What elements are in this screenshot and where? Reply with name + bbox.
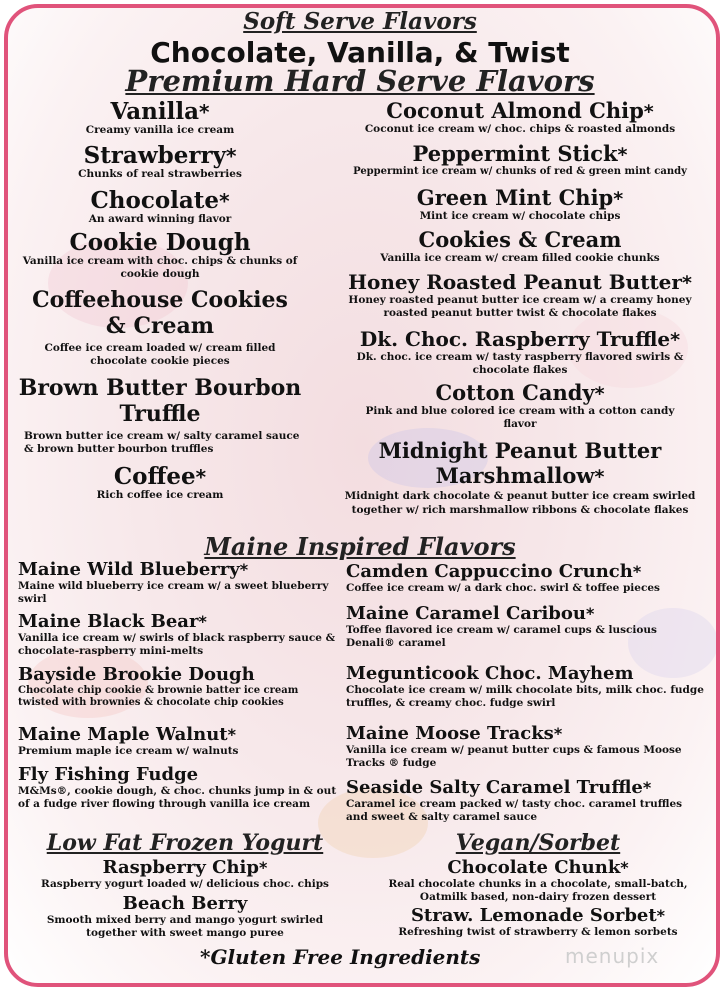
flavor-description: Chocolate chip cookie & brownie batter ice cream twisted with brownies & chocolate chip cookies	[18, 684, 299, 709]
maine-title: Maine Inspired Flavors	[204, 532, 516, 561]
flavor-item	[10, 100, 310, 144]
gluten-free-asterisk: *	[656, 906, 666, 926]
gluten-free-asterisk: *	[632, 562, 642, 581]
gluten-free-asterisk: *	[643, 101, 654, 123]
flavor-description: Premium maple ice cream w/ walnuts	[18, 744, 239, 757]
flavor-name: Cookies & Cream	[418, 227, 622, 252]
flavor-name: Cotton Candy	[435, 380, 595, 405]
flavor-item	[18, 560, 340, 612]
flavor-name: Maine Moose Tracks	[346, 723, 554, 744]
flavor-item	[370, 858, 706, 904]
flavor-name: Raspberry Chip	[102, 857, 259, 878]
flavor-description: Maine wild blueberry ice cream w/ a sweet blueberry swirl	[18, 579, 329, 606]
premium-left-column	[10, 100, 310, 502]
flavor-description: Vanilla ice cream w/ swirls of black raspberry sauce & chocolate-raspberry mini-melts	[18, 631, 336, 658]
flavor-description: Caramel ice cream packed w/ tasty choc. caramel truffles and sweet & salty caramel sauce	[346, 797, 683, 824]
flavor-name: Vanilla	[110, 98, 199, 125]
maine-right-column	[346, 562, 704, 824]
flavor-item	[18, 612, 340, 665]
flavor-item	[10, 231, 310, 287]
gluten-free-asterisk: *	[258, 858, 268, 877]
flavor-item	[370, 906, 706, 939]
flavor-name: Coffee	[113, 463, 196, 490]
gluten-free-asterisk: *	[681, 272, 692, 294]
flavor-description: Coconut ice cream w/ choc. chips & roasted almonds	[364, 123, 676, 135]
flavor-description: Peppermint ice cream w/ chunks of red & green mint candy	[353, 166, 687, 177]
flavor-description: Honey roasted peanut butter ice cream w/ a creamy honey roasted peanut butter twist & chocolate flakes	[348, 294, 692, 320]
flavor-item	[328, 229, 712, 272]
gluten-free-asterisk: *	[195, 465, 207, 489]
flavor-description: Refreshing twist of strawberry & lemon sorbets	[398, 926, 678, 939]
gluten-free-asterisk: *	[198, 612, 207, 631]
flavor-name: Coconut Almond Chip	[386, 98, 644, 123]
flavor-item	[328, 329, 712, 382]
flavor-item	[328, 143, 712, 187]
gluten-free-asterisk: *	[227, 725, 236, 744]
flavor-item	[328, 382, 712, 438]
vegan-title: Vegan/Sorbet	[455, 830, 621, 856]
flavor-description: Coffee ice cream loaded w/ cream filled chocolate cookie pieces	[44, 341, 276, 367]
flavor-item	[10, 189, 310, 231]
flavor-item	[328, 187, 712, 229]
yogurt-title: Low Fat Frozen Yogurt	[46, 830, 324, 856]
gluten-free-asterisk: *	[225, 144, 237, 168]
flavor-item	[328, 438, 712, 517]
flavor-item	[10, 144, 310, 189]
flavor-description: Toffee flavored ice cream w/ caramel cups & luscious Denali® caramel	[346, 623, 657, 650]
maine-left-column	[18, 560, 340, 811]
flavor-item	[328, 100, 712, 143]
gluten-free-asterisk: *	[620, 858, 629, 877]
gluten-free-asterisk: *	[617, 144, 628, 166]
flavor-description: Rich coffee ice cream	[96, 489, 224, 502]
flavor-description: Vanilla ice cream w/ cream filled cookie chunks	[380, 252, 660, 264]
flavor-item	[346, 724, 704, 778]
gluten-free-asterisk: *	[594, 466, 605, 489]
flavor-description: M&Ms®, cookie dough, & choc. chunks jump in & out of a fudge river flowing through vanilla ice cream	[18, 784, 337, 811]
flavor-name: Brown Butter Bourbon Truffle	[18, 375, 302, 428]
flavor-name: Honey Roasted Peanut Butter	[348, 270, 682, 294]
flavor-name: Chocolate	[90, 187, 220, 214]
flavor-item	[10, 894, 360, 940]
premium-title: Premium Hard Serve Flavors	[125, 64, 595, 98]
flavor-item	[346, 778, 704, 824]
flavor-name: Maine Caramel Caribou	[346, 603, 586, 624]
flavor-name: Megunticook Choc. Mayhem	[346, 663, 634, 684]
flavor-name: Cookie Dough	[69, 229, 251, 256]
flavor-name: Bayside Brookie Dough	[18, 664, 255, 685]
flavor-item	[10, 858, 360, 891]
flavor-name: Dk. Choc. Raspberry Truffle	[359, 327, 671, 351]
flavor-description: Midnight dark chocolate & peanut butter ice cream swirled together w/ rich marshmallow ribbons & chocolate flakes	[344, 490, 696, 516]
flavor-description: Chunks of real strawberries	[78, 168, 242, 181]
flavor-description: Vanilla ice cream with choc. chips & chunks of cookie dough	[22, 255, 298, 281]
gluten-free-asterisk: *	[553, 724, 563, 743]
flavor-item	[346, 604, 704, 664]
flavor-item	[10, 465, 310, 502]
flavor-item	[346, 664, 704, 724]
flavor-name: Straw. Lemonade Sorbet	[410, 905, 657, 927]
gluten-free-asterisk: *	[239, 560, 249, 579]
flavor-description: An award winning flavor	[88, 213, 232, 226]
flavor-name: Fly Fishing Fudge	[18, 764, 199, 785]
flavor-item	[10, 375, 310, 465]
gluten-free-asterisk: *	[219, 189, 230, 213]
flavor-description: Coffee ice cream w/ a dark choc. swirl & toffee pieces	[346, 581, 660, 594]
vegan-section	[370, 830, 706, 939]
gluten-free-asterisk: *	[642, 778, 652, 797]
gluten-free-asterisk: *	[585, 604, 595, 623]
flavor-item	[10, 287, 310, 375]
gluten-free-asterisk: *	[613, 188, 624, 210]
flavor-description: Chocolate ice cream w/ milk chocolate bits, milk choc. fudge truffles, & creamy choc. fudge swirl	[346, 683, 704, 710]
flavor-item	[328, 272, 712, 329]
flavor-description: Smooth mixed berry and mango yogurt swirled together with sweet mango puree	[46, 913, 324, 940]
gluten-free-note: *Gluten Free Ingredients	[200, 945, 481, 969]
flavor-description: Raspberry yogurt loaded w/ delicious choc. chips	[41, 877, 329, 890]
flavor-name: Beach Berry	[122, 893, 248, 915]
flavor-name: Maine Maple Walnut	[18, 724, 228, 745]
flavor-description: Creamy vanilla ice cream	[85, 124, 235, 137]
watermark: menupix	[565, 944, 660, 968]
flavor-name: Strawberry	[83, 142, 226, 169]
flavor-name: Maine Wild Blueberry	[18, 559, 240, 580]
premium-right-column	[328, 100, 712, 517]
flavor-name: Midnight Peanut Butter Marshmallow	[378, 438, 662, 489]
flavor-description: Dk. choc. ice cream w/ tasty raspberry flavored swirls & chocolate flakes	[356, 351, 684, 377]
flavor-name: Maine Black Bear	[18, 611, 199, 632]
flavor-item	[346, 562, 704, 604]
flavor-description: Brown butter ice cream w/ salty caramel sauce & brown butter bourbon truffles	[24, 429, 300, 455]
flavor-description: Mint ice cream w/ chocolate chips	[419, 210, 621, 222]
gluten-free-asterisk: *	[670, 329, 681, 351]
soft-serve-title: Soft Serve Flavors	[243, 8, 477, 35]
flavor-name: Coffeehouse Cookies & Cream	[32, 287, 288, 340]
gluten-free-asterisk: *	[594, 383, 605, 405]
flavor-item	[18, 725, 340, 765]
flavor-name: Peppermint Stick	[412, 141, 618, 166]
flavor-name: Green Mint Chip	[416, 185, 614, 210]
yogurt-section	[10, 830, 360, 940]
gluten-free-asterisk: *	[199, 100, 210, 124]
soft-serve-flavors: Chocolate, Vanilla, & Twist	[150, 36, 570, 69]
flavor-description: Vanilla ice cream w/ peanut butter cups & famous Moose Tracks ® fudge	[346, 743, 682, 770]
flavor-name: Camden Cappuccino Crunch	[346, 561, 633, 582]
flavor-name: Seaside Salty Caramel Truffle	[346, 777, 643, 798]
flavor-item	[18, 665, 340, 725]
flavor-description: Pink and blue colored ice cream with a cotton candy flavor	[365, 405, 675, 431]
flavor-description: Real chocolate chunks in a chocolate, small-batch, Oatmilk based, non-dairy frozen dessert	[388, 877, 688, 904]
flavor-item	[18, 765, 340, 811]
flavor-name: Chocolate Chunk	[447, 857, 621, 878]
